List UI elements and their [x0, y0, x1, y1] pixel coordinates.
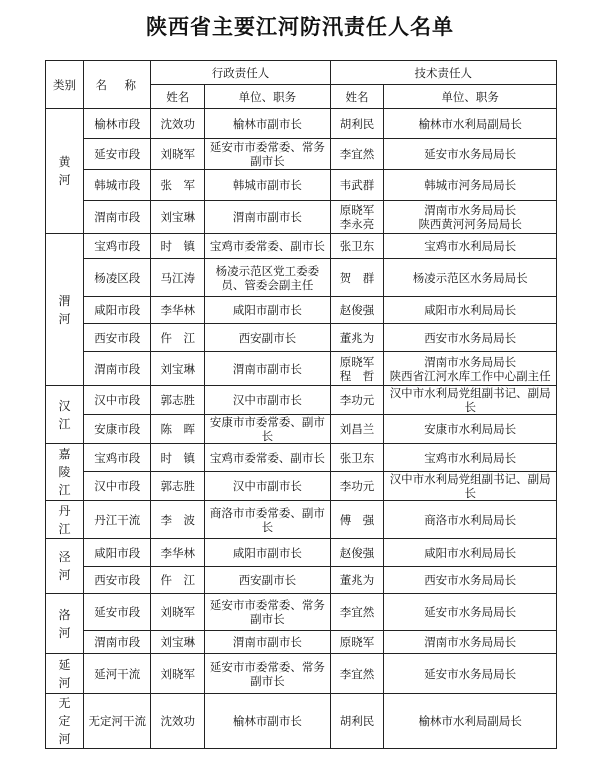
tech-unit-title-cell: 延安市水务局局长: [384, 139, 557, 170]
responsibility-table: [45, 60, 557, 749]
tech-unit-title-cell: 渭南市水务局局长 陕西省江河水库工作中心副主任: [384, 352, 557, 386]
segment-name-cell: 延河干流: [84, 654, 151, 694]
river-name: 嘉 陵 江: [58, 447, 71, 497]
admin-unit-title-cell: 榆林市副市长: [205, 694, 331, 749]
admin-unit-title-cell: 宝鸡市委常委、副市长: [205, 444, 331, 472]
segment-name-cell: 安康市段: [84, 415, 151, 444]
tech-unit-title-cell: 西安市水务局局长: [384, 567, 557, 594]
admin-unit-title-cell: 延安市市委常委、常务副市长: [205, 654, 331, 694]
segment-name-cell: 宝鸡市段: [84, 444, 151, 472]
tech-person-name-cell: 张卫东: [330, 444, 384, 472]
tech-person-name-cell: 李功元: [330, 386, 384, 415]
river-category-cell: [46, 654, 84, 694]
river-name: 洛 河: [58, 607, 71, 640]
admin-person-name-cell: 李华林: [151, 539, 205, 567]
admin-person-name-cell: 时 镇: [151, 234, 205, 259]
segment-name-cell: 汉中市段: [84, 386, 151, 415]
tech-person-name-cell: 李宜然: [330, 654, 384, 694]
river-name: 渭 河: [58, 293, 71, 326]
admin-unit-title-cell: 渭南市副市长: [205, 201, 331, 234]
admin-unit-title-cell: 渭南市副市长: [205, 352, 331, 386]
header-category: 类别: [46, 61, 84, 109]
tech-person-name-cell: 傅 强: [330, 501, 384, 539]
admin-unit-title-cell: 韩城市副市长: [205, 170, 331, 201]
admin-person-name-cell: 沈效功: [151, 109, 205, 139]
admin-person-name-cell: 刘宝琳: [151, 352, 205, 386]
segment-name-cell: 延安市段: [84, 594, 151, 631]
segment-name-cell: 汉中市段: [84, 472, 151, 501]
admin-unit-title-cell: 汉中市副市长: [205, 386, 331, 415]
tech-person-name-cell: 胡利民: [330, 109, 384, 139]
admin-person-name-cell: 张 军: [151, 170, 205, 201]
river-category-cell: [46, 594, 84, 654]
tech-unit-title-cell: 杨凌示范区水务局局长: [384, 259, 557, 297]
segment-name-cell: 渭南市段: [84, 631, 151, 654]
tech-unit-title-cell: 汉中市水利局党组副书记、副局长: [384, 472, 557, 501]
admin-unit-title-cell: 商洛市市委常委、副市长: [205, 501, 331, 539]
admin-unit-title-cell: 宝鸡市委常委、副市长: [205, 234, 331, 259]
table-row: [46, 631, 557, 654]
header-admin-unit-title: 单位、职务: [205, 85, 331, 109]
table-row: [46, 297, 557, 324]
admin-person-name-cell: 陈 晖: [151, 415, 205, 444]
admin-person-name-cell: 仵 江: [151, 567, 205, 594]
tech-unit-title-cell: 咸阳市水利局局长: [384, 539, 557, 567]
table-row: [46, 501, 557, 539]
admin-person-name-cell: 沈效功: [151, 694, 205, 749]
header-tech-person-name: 姓名: [330, 85, 384, 109]
table-row: [46, 352, 557, 386]
admin-person-name-cell: 郭志胜: [151, 472, 205, 501]
tech-person-name-cell: 原晓军: [330, 631, 384, 654]
admin-unit-title-cell: 西安副市长: [205, 567, 331, 594]
segment-name-cell: 延安市段: [84, 139, 151, 170]
tech-person-name-cell: 胡利民: [330, 694, 384, 749]
admin-unit-title-cell: 渭南市副市长: [205, 631, 331, 654]
segment-name-cell: 西安市段: [84, 324, 151, 352]
segment-name-cell: 韩城市段: [84, 170, 151, 201]
tech-person-name-cell: 刘昌兰: [330, 415, 384, 444]
river-name: 黄 河: [58, 155, 71, 187]
header-admin-person-name: 姓名: [151, 85, 205, 109]
tech-unit-title-cell: 榆林市水利局副局长: [384, 109, 557, 139]
segment-name-cell: 咸阳市段: [84, 539, 151, 567]
table-row: [46, 654, 557, 694]
tech-unit-title-cell: 渭南市水务局局长: [384, 631, 557, 654]
table-row: [46, 139, 557, 170]
tech-unit-title-cell: 汉中市水利局党组副书记、副局长: [384, 386, 557, 415]
table-row: [46, 472, 557, 501]
tech-unit-title-cell: 安康市水利局局长: [384, 415, 557, 444]
tech-person-name-cell: 董兆为: [330, 567, 384, 594]
tech-unit-title-cell: 延安市水务局局长: [384, 594, 557, 631]
table-body: [46, 109, 557, 749]
admin-person-name-cell: 刘宝琳: [151, 631, 205, 654]
admin-unit-title-cell: 榆林市副市长: [205, 109, 331, 139]
header-tech-group: 技术责任人: [330, 61, 556, 85]
table-row: [46, 567, 557, 594]
segment-name-cell: 渭南市段: [84, 201, 151, 234]
river-category-cell: [46, 444, 84, 501]
river-category-cell: [46, 694, 84, 749]
tech-unit-title-cell: 商洛市水利局局长: [384, 501, 557, 539]
table-row: [46, 170, 557, 201]
tech-person-name-cell: 赵俊强: [330, 297, 384, 324]
header-name: 名 称: [84, 61, 151, 109]
admin-unit-title-cell: 西安副市长: [205, 324, 331, 352]
tech-person-name-cell: 赵俊强: [330, 539, 384, 567]
river-name: 丹 江: [58, 503, 71, 536]
tech-unit-title-cell: 咸阳市水利局局长: [384, 297, 557, 324]
table-row: [46, 259, 557, 297]
admin-person-name-cell: 仵 江: [151, 324, 205, 352]
admin-person-name-cell: 时 镇: [151, 444, 205, 472]
segment-name-cell: 无定河干流: [84, 694, 151, 749]
tech-unit-title-cell: 韩城市河务局局长: [384, 170, 557, 201]
river-category-cell: [46, 234, 84, 386]
segment-name-cell: 咸阳市段: [84, 297, 151, 324]
table-row: [46, 109, 557, 139]
admin-unit-title-cell: 杨凌示范区党工委委员、管委会副主任: [205, 259, 331, 297]
tech-unit-title-cell: 延安市水务局局长: [384, 654, 557, 694]
table-row: [46, 539, 557, 567]
table-row: [46, 694, 557, 749]
table-row: [46, 324, 557, 352]
river-category-cell: [46, 109, 84, 234]
tech-unit-title-cell: 榆林市水利局副局长: [384, 694, 557, 749]
tech-person-name-cell: 李宜然: [330, 594, 384, 631]
table-row: [46, 201, 557, 234]
river-name: 延 河: [58, 657, 71, 690]
segment-name-cell: 西安市段: [84, 567, 151, 594]
admin-unit-title-cell: 咸阳市副市长: [205, 539, 331, 567]
admin-unit-title-cell: 延安市市委常委、常务副市长: [205, 139, 331, 170]
admin-person-name-cell: 李华林: [151, 297, 205, 324]
admin-unit-title-cell: 延安市市委常委、常务副市长: [205, 594, 331, 631]
segment-name-cell: 渭南市段: [84, 352, 151, 386]
admin-unit-title-cell: 安康市市委常委、副市长: [205, 415, 331, 444]
segment-name-cell: 榆林市段: [84, 109, 151, 139]
admin-person-name-cell: 马江涛: [151, 259, 205, 297]
segment-name-cell: 宝鸡市段: [84, 234, 151, 259]
tech-person-name-cell: 董兆为: [330, 324, 384, 352]
tech-person-name-cell: 李功元: [330, 472, 384, 501]
river-category-cell: [46, 539, 84, 594]
table-row: [46, 444, 557, 472]
admin-person-name-cell: 刘晓军: [151, 654, 205, 694]
tech-person-name-cell: 原晓军 程 哲: [330, 352, 384, 386]
admin-person-name-cell: 刘晓军: [151, 594, 205, 631]
tech-unit-title-cell: 西安市水务局局长: [384, 324, 557, 352]
tech-unit-title-cell: 宝鸡市水利局局长: [384, 444, 557, 472]
table-row: [46, 234, 557, 259]
document-title: 陕西省主要江河防汛责任人名单: [146, 15, 454, 39]
tech-person-name-cell: 张卫东: [330, 234, 384, 259]
tech-person-name-cell: 贺 群: [330, 259, 384, 297]
river-name: 泾 河: [58, 550, 71, 582]
admin-person-name-cell: 郭志胜: [151, 386, 205, 415]
admin-person-name-cell: 刘宝琳: [151, 201, 205, 234]
tech-person-name-cell: 原晓军 李永亮: [330, 201, 384, 234]
tech-unit-title-cell: 渭南市水务局局长 陕西黄河河务局局长: [384, 201, 557, 234]
tech-person-name-cell: 李宜然: [330, 139, 384, 170]
river-category-cell: [46, 386, 84, 444]
table-row: [46, 415, 557, 444]
tech-person-name-cell: 韦武群: [330, 170, 384, 201]
admin-person-name-cell: 李 波: [151, 501, 205, 539]
river-category-cell: [46, 501, 84, 539]
river-name: 无 定 河: [58, 696, 71, 746]
segment-name-cell: 丹江干流: [84, 501, 151, 539]
header-admin-group: 行政责任人: [151, 61, 330, 85]
admin-unit-title-cell: 咸阳市副市长: [205, 297, 331, 324]
river-name: 汉 江: [58, 398, 71, 431]
tech-unit-title-cell: 宝鸡市水利局局长: [384, 234, 557, 259]
admin-unit-title-cell: 汉中市副市长: [205, 472, 331, 501]
table-row: [46, 594, 557, 631]
segment-name-cell: 杨凌区段: [84, 259, 151, 297]
table-row: [46, 386, 557, 415]
admin-person-name-cell: 刘晓军: [151, 139, 205, 170]
header-tech-unit-title: 单位、职务: [384, 85, 557, 109]
